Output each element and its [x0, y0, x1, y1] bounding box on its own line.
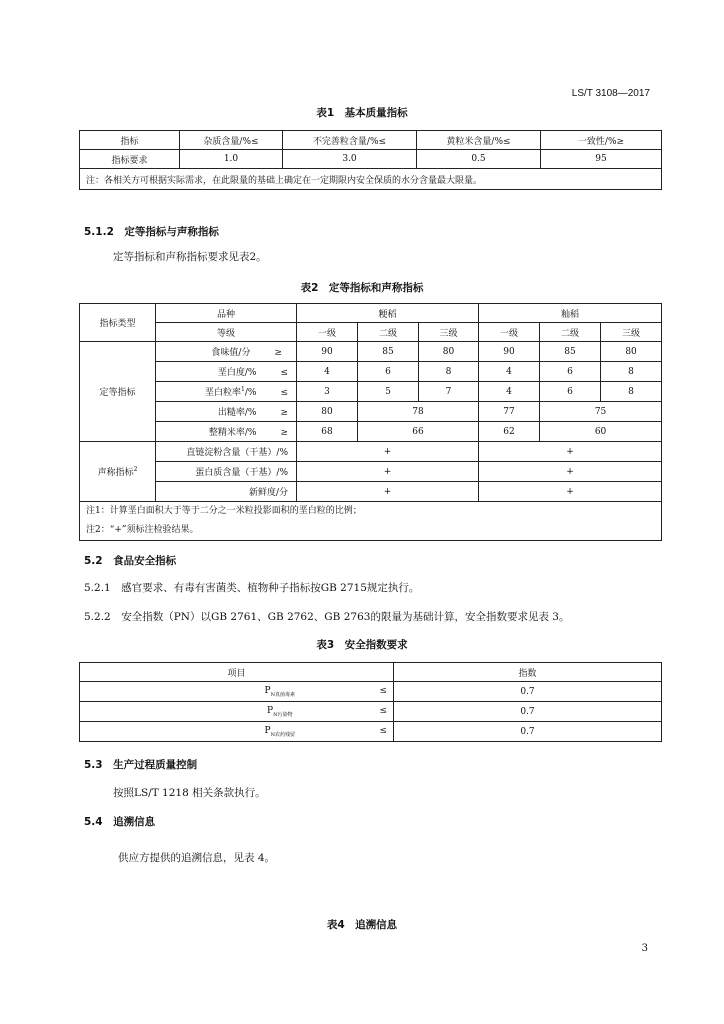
t2-indica-header: 籼稻: [479, 304, 662, 323]
t1-header: 一致性/%≥: [541, 131, 662, 150]
table3: [79, 662, 662, 742]
t2-grading-label: 定等指标: [80, 342, 156, 442]
section-5-4-text: 供应方提供的追溯信息，见表 4。: [118, 852, 276, 864]
t2-cell: 85: [540, 342, 601, 362]
t2-cell: 60: [540, 422, 662, 442]
section-5-1-2-text: 定等指标和声称指标要求见表2。: [113, 251, 267, 263]
section-5-3-heading: 5.3 生产过程质量控制: [84, 759, 198, 771]
t2-cell: 85: [358, 342, 419, 362]
t2-cell: 3: [297, 382, 358, 402]
t2-row-name: 垩白度/% ≤: [156, 362, 297, 382]
t2-cell: 62: [479, 422, 540, 442]
table1-caption: 表1 基本质量指标: [316, 107, 408, 119]
t1-header: 杂质含量/%≤: [180, 131, 283, 150]
t2-claim-cell: +: [479, 462, 662, 482]
t3-value: 0.7: [394, 682, 662, 702]
t2-cell: 90: [479, 342, 540, 362]
t3-value: 0.7: [394, 722, 662, 742]
t2-cell: 8: [601, 382, 662, 402]
t2-type-header: 指标类型: [80, 304, 156, 342]
t2-cell: 6: [358, 362, 419, 382]
t2-claim-cell: +: [297, 482, 479, 502]
t2-cell: 8: [601, 362, 662, 382]
t2-cell: 78: [358, 402, 479, 422]
standard-code: LS/T 3108—2017: [571, 88, 650, 99]
t2-cell: 4: [297, 362, 358, 382]
t1-cell: 1.0: [180, 150, 283, 169]
t2-cell: 75: [540, 402, 662, 422]
section-5-2-heading: 5.2 食品安全指标: [84, 555, 177, 567]
t2-cell: 68: [297, 422, 358, 442]
t3-item: $P_{N污染物}$ ≤: [80, 702, 394, 722]
t2-grade: 三级: [419, 323, 479, 342]
t1-cell: 3.0: [283, 150, 417, 169]
t2-cell: 77: [479, 402, 540, 422]
t2-claim-cell: +: [479, 442, 662, 462]
t3-item: $P_{N农药残留}$ ≤: [80, 722, 394, 742]
t2-claim-label: 声称指标$^2$: [80, 442, 156, 502]
t2-note2: 注2：“+”须标注检验结果。: [86, 525, 199, 535]
table1: [79, 130, 662, 190]
t2-cell: 90: [297, 342, 358, 362]
t3-header: 项目: [80, 663, 394, 682]
t2-claim-cell: +: [297, 462, 479, 482]
t2-japonica-header: 粳稻: [297, 304, 479, 323]
t2-row-name: 食味值/分 ≥: [156, 342, 297, 362]
section-5-3-text: 按照LS/T 1218 相关条款执行。: [113, 787, 266, 799]
t3-header: 指数: [394, 663, 662, 682]
t2-claim-cell: +: [479, 482, 662, 502]
t2-cell: 8: [419, 362, 479, 382]
t2-cell: 7: [419, 382, 479, 402]
t2-cell: 80: [601, 342, 662, 362]
table4-caption: 表4 追溯信息: [326, 919, 398, 931]
t1-cell: 0.5: [417, 150, 541, 169]
t2-grade: 一级: [297, 323, 358, 342]
t2-cell: 66: [358, 422, 479, 442]
t2-note1: 注1：计算垩白面积大于等于二分之一米粒投影面积的垩白粒的比例；: [86, 506, 362, 516]
t2-notes: [80, 502, 662, 541]
t2-claim-name: 蛋白质含量（干基）/%: [156, 462, 297, 482]
t3-value: 0.7: [394, 702, 662, 722]
t2-claim-name: 直链淀粉含量（干基）/%: [156, 442, 297, 462]
t1-row-label: 指标要求: [80, 150, 180, 169]
t2-cell: 4: [479, 382, 540, 402]
t2-cell: 6: [540, 362, 601, 382]
t2-grade-header: 等级: [156, 323, 297, 342]
t2-grade: 二级: [358, 323, 419, 342]
t2-grade: 二级: [540, 323, 601, 342]
section-5-1-2-heading: 5.1.2 定等指标与声称指标: [84, 226, 219, 238]
t2-row-name: 垩白粒率$^1$/% ≤: [156, 382, 297, 402]
t2-row-name: 整精米率/% ≥: [156, 422, 297, 442]
section-5-4-heading: 5.4 追溯信息: [84, 816, 156, 828]
t1-cell: 95: [541, 150, 662, 169]
t3-item: $P_{N真菌毒素}$ ≤: [80, 682, 394, 702]
t1-header: 不完善粒含量/%≤: [283, 131, 417, 150]
t1-note: 注：各相关方可根据实际需求，在此限量的基础上确定在一定期限内安全保质的水分含量最大限量。: [80, 169, 662, 190]
t2-cell: 4: [479, 362, 540, 382]
t2-cell: 80: [419, 342, 479, 362]
table2-caption: 表2 定等指标和声称指标: [300, 282, 424, 294]
page-number: 3: [641, 943, 648, 954]
t2-grade: 一级: [479, 323, 540, 342]
t2-cell: 80: [297, 402, 358, 422]
t1-header: 指标: [80, 131, 180, 150]
t2-variety-header: 品种: [156, 304, 297, 323]
table2: [79, 303, 662, 541]
section-5-2-2-text: 5.2.2 安全指数（PN）以GB 2761、GB 2762、GB 2763的限量为基础计算，安全指数要求见表 3。: [84, 611, 570, 623]
t2-claim-cell: +: [297, 442, 479, 462]
section-5-2-1-text: 5.2.1 感官要求、有毒有害菌类、植物种子指标按GB 2715规定执行。: [84, 582, 420, 594]
table3-caption: 表3 安全指数要求: [316, 639, 408, 651]
t2-grade: 三级: [601, 323, 662, 342]
t2-row-name: 出糙率/% ≥: [156, 402, 297, 422]
t2-claim-name: 新鲜度/分: [156, 482, 297, 502]
t1-header: 黄粒米含量/%≤: [417, 131, 541, 150]
t2-cell: 5: [358, 382, 419, 402]
t2-cell: 6: [540, 382, 601, 402]
